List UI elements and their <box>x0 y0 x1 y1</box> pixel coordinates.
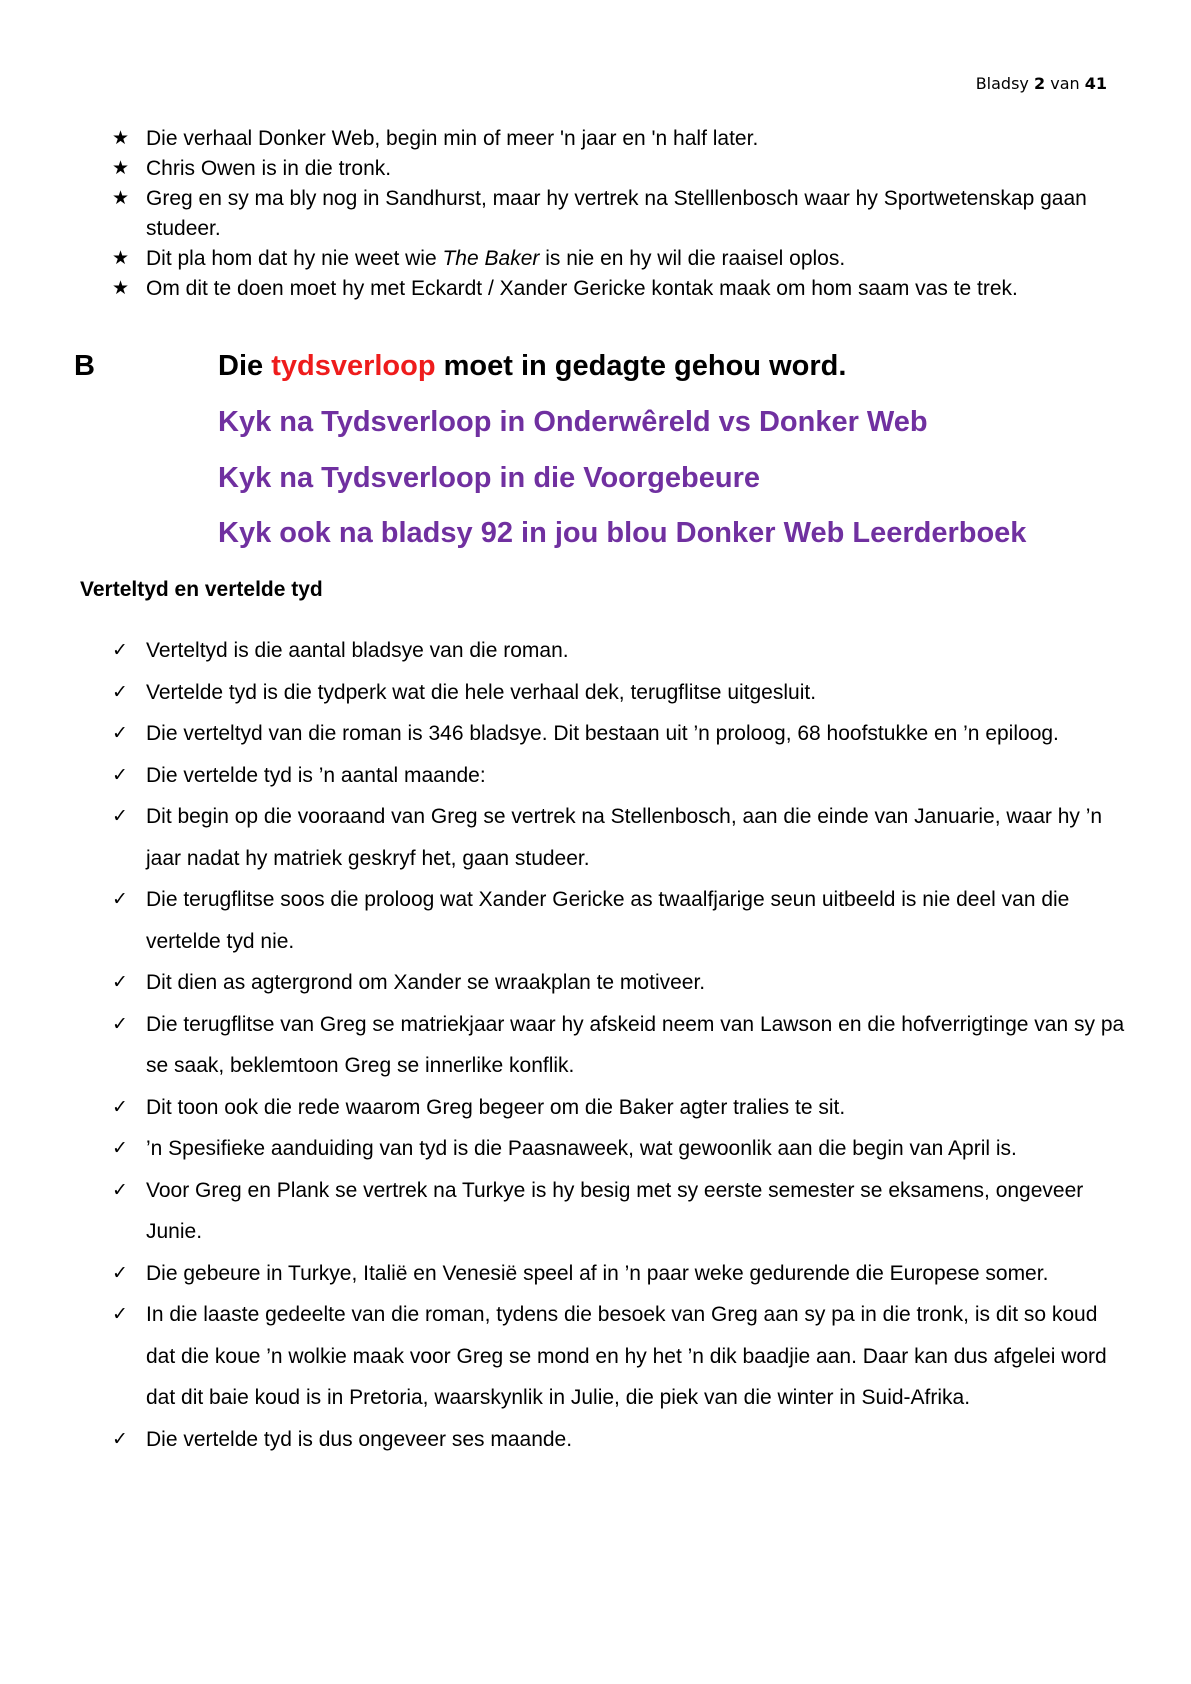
list-item <box>112 1128 1132 1170</box>
list-item-text: Die gebeure in Turkye, Italië en Venesië speel af in ’n paar weke gedurende die Europese somer. <box>146 1261 1049 1285</box>
list-item-text: Dit dien as agtergrond om Xander se wraakplan te motiveer. <box>146 971 706 994</box>
list-item <box>112 1170 1132 1253</box>
list-item-text: Die vertelde tyd is ’n aantal maande: <box>146 763 486 787</box>
checkmark-icon: ✓ <box>112 763 128 786</box>
list-item-text: Chris Owen is in die tronk. <box>146 157 392 180</box>
list-item-text: Die verhaal Donker Web, begin min of meer 'n jaar en 'n half later. <box>146 127 759 150</box>
star-bullet-icon: ★ <box>112 188 130 209</box>
list-item-text: Die verteltyd van die roman is 346 bladsye. Dit bestaan uit ’n proloog, 68 hoofstukke en ’n epiloog. <box>146 722 1059 745</box>
list-item <box>112 1253 1132 1295</box>
list-item <box>112 274 1102 304</box>
reference-link-voorgebeure[interactable]: Kyk na Tydsverloop in die Voorgebeure <box>218 462 760 494</box>
section-letter: B <box>74 350 95 382</box>
star-bullet-icon: ★ <box>112 278 130 299</box>
star-bullet-icon: ★ <box>112 128 130 149</box>
list-item-text: Greg en sy ma bly nog in Sandhurst, maar hy vertrek na Stelllenbosch waar hy Sportwetenskap gaan studeer. <box>146 187 1087 240</box>
list-item <box>112 713 1132 755</box>
section-heading <box>218 350 846 383</box>
list-item <box>112 755 1132 797</box>
heading-highlight: tydsverloop <box>271 350 436 382</box>
list-item-text-post: is nie en hy wil die raaisel oplos. <box>539 247 846 270</box>
list-item-text: In die laaste gedeelte van die roman, tydens die besoek van Greg aan sy pa in die tronk, is dit so koud dat die koue ’n wolkie maak voor Greg se mond en hy het ’n dik baadjie aan. Daar kan dus afgelei word dat dit baie koud is in Pretoria, waarskynlik in Julie, die piek van die winter in Suid-Afrika. <box>146 1303 1107 1409</box>
checkmark-icon: ✓ <box>112 805 128 827</box>
list-item <box>112 796 1132 879</box>
star-bullet-list <box>112 124 1102 304</box>
list-item <box>112 154 1102 184</box>
checkmark-icon: ✓ <box>112 1303 128 1325</box>
checkmark-icon: ✓ <box>112 680 128 703</box>
checkmark-icon: ✓ <box>112 1137 128 1159</box>
book-title: The Baker <box>442 247 540 270</box>
checkmark-icon: ✓ <box>112 971 128 993</box>
list-item <box>112 1294 1132 1419</box>
list-item-text: Die terugflitse van Greg se matriekjaar waar hy afskeid neem van Lawson en die hofverrigtinge van sy pa se saak, beklemtoon Greg se innerlike konflik. <box>146 1012 1125 1077</box>
list-item-text: Verteltyd is die aantal bladsye van die roman. <box>146 639 569 662</box>
list-item <box>112 962 1132 1004</box>
list-item-text-pre: Dit pla hom dat hy nie weet wie <box>146 247 443 270</box>
page-total: 41 <box>1084 74 1107 93</box>
list-item-text: Om dit te doen moet hy met Eckardt / Xander Gericke kontak maak om hom saam vas te trek. <box>146 277 1018 300</box>
list-item <box>112 244 1102 274</box>
list-item <box>112 630 1132 672</box>
list-item <box>112 1419 1132 1461</box>
list-item-text: Die terugflitse soos die proloog wat Xander Gericke as twaalfjarige seun uitbeeld is nie deel van die vertelde tyd nie. <box>146 888 1070 953</box>
checkmark-icon: ✓ <box>112 1095 128 1118</box>
list-item-text: Dit toon ook die rede waarom Greg begeer om die Baker agter tralies te sit. <box>146 1095 846 1119</box>
reference-link-onderwereld[interactable]: Kyk na Tydsverloop in Onderwêreld vs Donker Web <box>218 406 928 438</box>
check-bullet-list <box>112 630 1132 1460</box>
list-item <box>112 124 1102 154</box>
page-number <box>976 74 1107 93</box>
checkmark-icon: ✓ <box>112 1178 128 1201</box>
list-item-text: Die vertelde tyd is dus ongeveer ses maande. <box>146 1427 573 1451</box>
checkmark-icon: ✓ <box>112 722 128 744</box>
page-current: 2 <box>1033 74 1046 93</box>
subheading: Verteltyd en vertelde tyd <box>80 578 323 601</box>
heading-post: moet in gedagte gehou word. <box>435 350 847 382</box>
star-bullet-icon: ★ <box>112 248 130 269</box>
list-item-text: ’n Spesifieke aanduiding van tyd is die Paasnaweek, wat gewoonlik aan die begin van April is. <box>146 1137 1017 1160</box>
checkmark-icon: ✓ <box>112 1427 128 1450</box>
list-item <box>112 1004 1132 1087</box>
heading-pre: Die <box>218 350 272 382</box>
list-item <box>112 1087 1132 1129</box>
list-item <box>112 879 1132 962</box>
checkmark-icon: ✓ <box>112 639 128 661</box>
list-item <box>112 184 1102 244</box>
list-item <box>112 672 1132 714</box>
checkmark-icon: ✓ <box>112 1012 128 1035</box>
page-prefix: Bladsy <box>975 74 1029 93</box>
list-item-text: Vertelde tyd is die tydperk wat die hele verhaal dek, terugflitse uitgesluit. <box>146 680 817 704</box>
star-bullet-icon: ★ <box>112 158 130 179</box>
checkmark-icon: ✓ <box>112 1261 128 1284</box>
checkmark-icon: ✓ <box>112 888 128 910</box>
list-item-text: Voor Greg en Plank se vertrek na Turkye is hy besig met sy eerste semester se eksamens, ongeveer Junie. <box>146 1178 1084 1243</box>
list-item-text: Dit begin op die vooraand van Greg se vertrek na Stellenbosch, aan die einde van Januarie, waar hy ’n jaar nadat hy matriek geskryf het, gaan studeer. <box>146 805 1103 870</box>
reference-link-leerderboek[interactable]: Kyk ook na bladsy 92 in jou blou Donker Web Leerderboek <box>218 517 1027 549</box>
page-of: van <box>1050 74 1080 93</box>
